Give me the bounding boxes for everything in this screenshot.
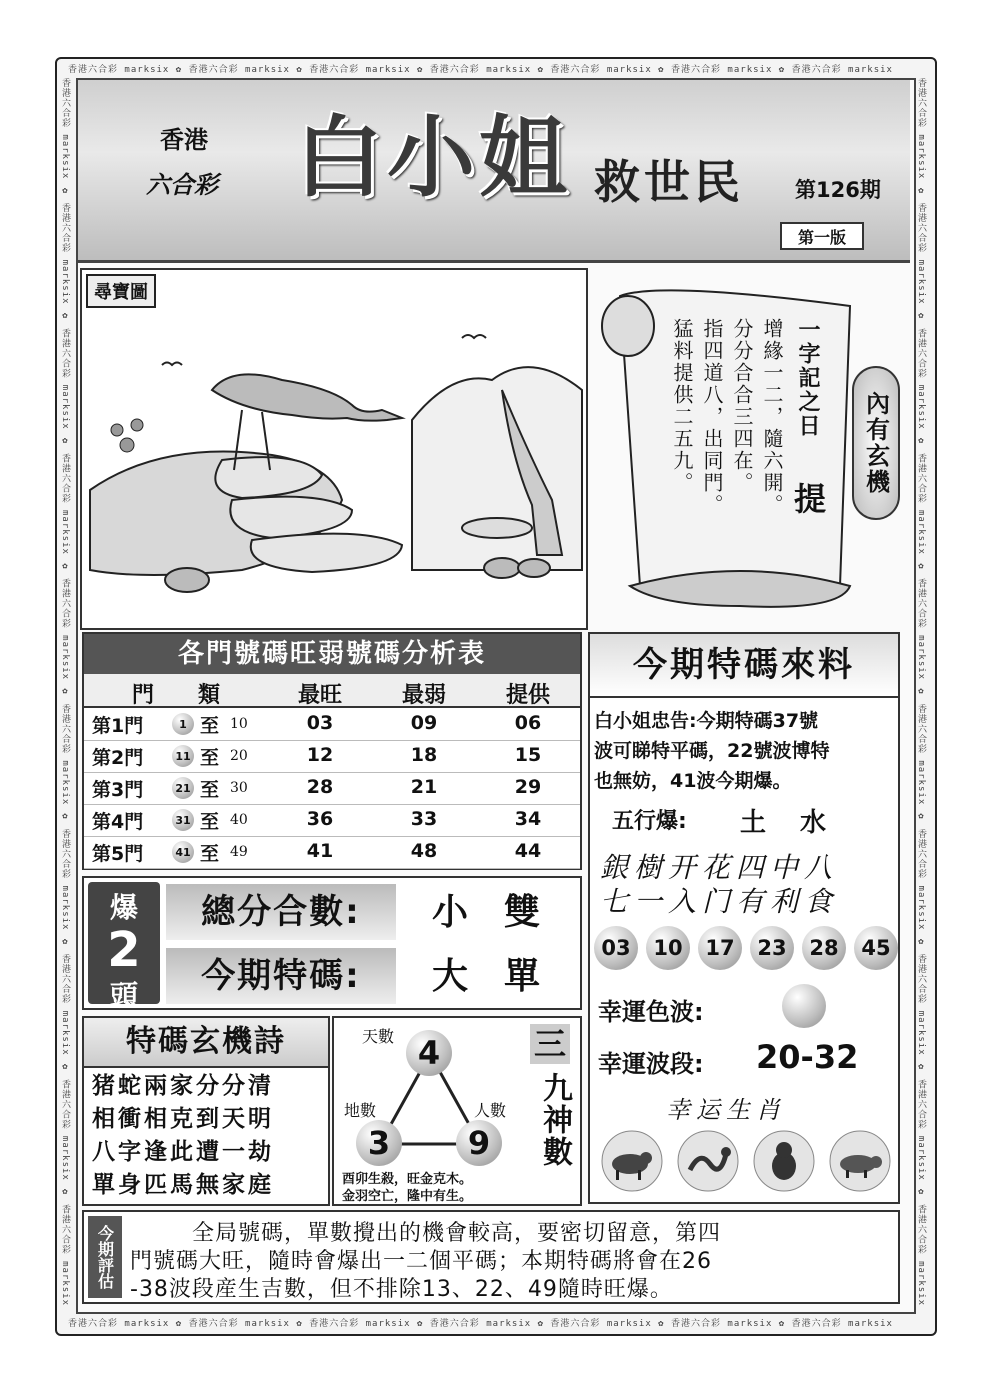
scroll-col1b: 提 xyxy=(794,480,827,518)
special-ball: 45 xyxy=(854,926,898,970)
scroll-col1: 一字記之日 xyxy=(795,318,820,438)
boom-top: 爆 xyxy=(109,891,138,924)
analysis-header-cell: 最旺 xyxy=(297,683,342,708)
lucky-color-label: 幸運色波: xyxy=(598,998,704,1026)
analysis-row xyxy=(84,836,580,869)
border-strip-bottom xyxy=(68,1316,920,1329)
right-label: 人數 xyxy=(474,1101,507,1120)
boom-bottom: 頭 xyxy=(109,979,138,1012)
poem-line: 八字逢此遭一劫 xyxy=(92,1139,274,1165)
lucky-range-label: 幸運波段: xyxy=(598,1050,704,1078)
gate-to-number: 30 xyxy=(230,780,248,796)
monkey-icon xyxy=(752,1130,816,1192)
given-number: 06 xyxy=(514,712,542,734)
header-left-line2: 六合彩 xyxy=(146,170,218,199)
poem-title: 特碼玄機詩 xyxy=(84,1018,328,1068)
gate-from-number: 31 xyxy=(172,809,194,831)
gate-to-number: 40 xyxy=(230,812,248,828)
triangle-caption2: 金羽空亡，隆中有生。 xyxy=(342,1189,473,1204)
advice-label: 白小姐忠告: xyxy=(594,710,697,732)
triangle-caption1: 酉卯生殺，旺金克木。 xyxy=(342,1172,473,1187)
analysis-row xyxy=(84,804,580,837)
analysis-row xyxy=(84,740,580,773)
analysis-rows xyxy=(84,708,580,868)
advice-line2: 波可睇特平碼，22號波博特 xyxy=(594,740,830,762)
border-strip-text: 香港六合彩 marksix ✿ 香港六合彩 marksix ✿ 香港六合彩 marksix ✿ 香港六合彩 marksix ✿ 香港六合彩 marksix ✿ 香港六合彩 marksix ✿ 香港六合彩 marksix xyxy=(68,1319,893,1329)
poem-line: 單身匹馬無家庭 xyxy=(92,1172,274,1198)
edition-label: 第一版 xyxy=(780,222,864,250)
border-strip-top xyxy=(68,62,920,75)
advice-line1: 今期特碼37號 xyxy=(696,710,819,732)
special-ball: 17 xyxy=(698,926,742,970)
boom-number: 2 xyxy=(107,922,141,978)
given-number: 29 xyxy=(514,776,542,798)
analysis-title: 各門號碼旺弱號碼分析表 xyxy=(84,634,580,674)
gate-from-number: 1 xyxy=(172,713,194,735)
special-value: 大 單 xyxy=(431,955,540,997)
analysis-headers xyxy=(84,674,580,708)
scroll-col2: 增緣一二，隨六開。 xyxy=(760,318,784,516)
border-strip-right xyxy=(915,78,928,1310)
analysis-row xyxy=(84,772,580,805)
scroll-col4: 指四道八，出同門。 xyxy=(700,318,724,516)
page-subtitle: 救世民 xyxy=(594,155,744,209)
poem-line: 猪蛇兩家分分清 xyxy=(92,1073,274,1099)
treasure-map-label: 尋寶圖 xyxy=(86,274,156,308)
wuxing-label: 五行爆: xyxy=(612,809,687,834)
best-number: 12 xyxy=(306,744,334,766)
gate-label: 第1門 xyxy=(92,714,144,737)
evaluation-box xyxy=(82,1210,900,1304)
weak-number: 09 xyxy=(410,712,438,734)
treasure-map xyxy=(80,268,588,630)
gate-to-number: 10 xyxy=(230,716,248,732)
issue-number: 第126期 xyxy=(795,178,881,202)
zodiac-row xyxy=(594,1130,898,1194)
given-number: 44 xyxy=(514,840,542,862)
border-strip-text: 香港六合彩 marksix ✿ 香港六合彩 marksix ✿ 香港六合彩 marksix ✿ 香港六合彩 marksix ✿ 香港六合彩 marksix ✿ 香港六合彩 marksix ✿ 香港六合彩 marksix ✿ 香港六合彩 marksix ✿ 香港六合彩 marksix ✿ 香港六合彩 marksix xyxy=(60,78,70,1307)
border-strip-text: 香港六合彩 marksix ✿ 香港六合彩 marksix ✿ 香港六合彩 marksix ✿ 香港六合彩 marksix ✿ 香港六合彩 marksix ✿ 香港六合彩 marksix ✿ 香港六合彩 marksix ✿ 香港六合彩 marksix ✿ 香港六合彩 marksix ✿ 香港六合彩 marksix xyxy=(916,78,926,1307)
best-number: 41 xyxy=(306,840,334,862)
best-number: 28 xyxy=(306,776,334,798)
advice-block xyxy=(594,706,898,796)
handwritten-line1: 銀樹开花四中八 xyxy=(600,851,839,884)
special-info xyxy=(588,632,900,1204)
analysis-header-cell: 最弱 xyxy=(401,683,446,708)
lucky-color-ball xyxy=(782,984,826,1028)
side-text2: 九神數 xyxy=(537,1072,572,1168)
border-strip-left xyxy=(59,78,72,1310)
evaluation-line2: 門號碼大旺，隨時會爆出一二個平碼；本期特碼將會在26 xyxy=(130,1249,712,1274)
border-strip-text: 香港六合彩 marksix ✿ 香港六合彩 marksix ✿ 香港六合彩 marksix ✿ 香港六合彩 marksix ✿ 香港六合彩 marksix ✿ 香港六合彩 marksix ✿ 香港六合彩 marksix xyxy=(68,65,893,75)
evaluation-label: 今期評估 xyxy=(88,1216,122,1298)
given-number: 15 xyxy=(514,744,542,766)
best-number: 36 xyxy=(306,808,334,830)
scroll-col5: 猛料提供二五九。 xyxy=(670,318,694,494)
lucky-range-value: 20-32 xyxy=(756,1038,859,1076)
evaluation-line3: -38波段産生吉數，但不排除13、22、49隨時旺爆。 xyxy=(130,1277,673,1302)
sum-value: 小 雙 xyxy=(431,891,540,933)
header-left-line1: 香港 xyxy=(160,125,208,154)
ox-icon xyxy=(600,1130,664,1192)
gate-to-word: 至 xyxy=(200,746,220,769)
best-number: 03 xyxy=(306,712,334,734)
pig-icon xyxy=(828,1130,892,1192)
gate-to-word: 至 xyxy=(200,842,220,865)
left-number: 3 xyxy=(356,1120,402,1166)
gate-label: 第4門 xyxy=(92,810,144,833)
right-number: 9 xyxy=(456,1120,502,1166)
hidden-meaning-badge: 內有玄機 xyxy=(852,366,900,520)
poem-box xyxy=(82,1016,330,1206)
boom-badge xyxy=(88,882,160,1012)
scroll-col3: 分分合合三四在。 xyxy=(730,318,754,494)
special-ball: 28 xyxy=(802,926,846,970)
gate-from-number: 11 xyxy=(172,745,194,767)
weak-number: 21 xyxy=(410,776,438,798)
special-label: 今期特碼: xyxy=(166,948,396,1004)
given-number: 34 xyxy=(514,808,542,830)
ball-row xyxy=(594,926,898,970)
sum-label: 總分合數: xyxy=(166,884,396,940)
analysis-header-cell: 門 類 xyxy=(131,683,220,708)
evaluation-line1: 全局號碼，單數攪出的機會較高，要密切留意，第四 xyxy=(192,1221,722,1246)
left-label: 地數 xyxy=(344,1101,377,1120)
analysis-header-cell: 提供 xyxy=(505,683,550,708)
top-number: 4 xyxy=(406,1030,452,1076)
gate-to-word: 至 xyxy=(200,810,220,833)
poem-line: 相衝相克到天明 xyxy=(92,1106,274,1132)
analysis-table xyxy=(82,632,582,870)
special-title: 今期特碼來料 xyxy=(590,634,898,698)
gate-to-number: 20 xyxy=(230,748,248,764)
weak-number: 18 xyxy=(410,744,438,766)
treasure-map-illustration xyxy=(82,270,586,628)
weak-number: 33 xyxy=(410,808,438,830)
side-text1: 三 xyxy=(530,1024,570,1064)
gate-from-number: 21 xyxy=(172,777,194,799)
page-title: 白小姐 xyxy=(295,106,572,209)
triangle-box xyxy=(332,1016,582,1206)
weak-number: 48 xyxy=(410,840,438,862)
gate-to-word: 至 xyxy=(200,778,220,801)
wuxing-value: 土 水 xyxy=(740,808,831,838)
advice-line3: 也無妨，41波今期爆。 xyxy=(594,770,792,792)
dragon-icon xyxy=(676,1130,740,1192)
gate-label: 第2門 xyxy=(92,746,144,769)
gate-label: 第5門 xyxy=(92,842,144,865)
gate-to-number: 49 xyxy=(230,844,248,860)
special-ball: 03 xyxy=(594,926,638,970)
handwritten-line2: 七一入门有利食 xyxy=(600,885,839,918)
special-ball: 23 xyxy=(750,926,794,970)
special-ball: 10 xyxy=(646,926,690,970)
analysis-row xyxy=(84,708,580,741)
gate-to-word: 至 xyxy=(200,714,220,737)
top-label: 天數 xyxy=(362,1027,395,1046)
zodiac-label: 幸运生肖 xyxy=(666,1096,786,1124)
boom-box xyxy=(82,876,582,1010)
gate-label: 第3門 xyxy=(92,778,144,801)
poem-lines xyxy=(92,1070,328,1202)
gate-from-number: 41 xyxy=(172,841,194,863)
